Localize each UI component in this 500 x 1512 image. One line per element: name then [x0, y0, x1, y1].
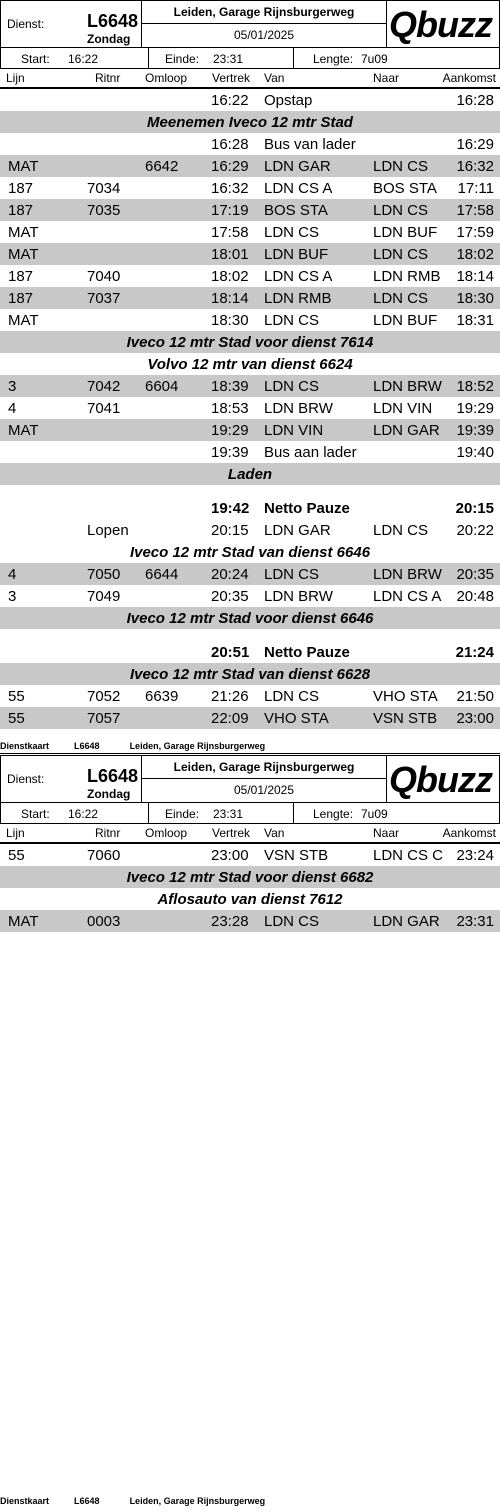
- cell-lijn: MAT: [8, 158, 39, 175]
- trip-row: [0, 155, 500, 177]
- cell-vertrek: 23:28: [211, 913, 249, 930]
- einde-label: Einde:: [165, 807, 200, 821]
- page-footer: [0, 741, 290, 751]
- column-header: [0, 824, 500, 844]
- cell-aankomst: 23:00: [456, 710, 494, 727]
- col-naar: Naar: [373, 826, 400, 840]
- section-text: Iveco 12 mtr Stad van dienst 6646: [129, 544, 371, 561]
- cell-vertrek: 16:28: [211, 136, 249, 153]
- cell-aankomst: 19:29: [456, 400, 494, 417]
- cell-omloop: 6604: [145, 378, 179, 395]
- cell-lijn: 4: [8, 400, 17, 417]
- cell-van: LDN CS: [264, 224, 320, 241]
- cell-lijn: 187: [8, 202, 34, 219]
- cell-vertrek: 22:09: [211, 710, 249, 727]
- einde-label: Einde:: [165, 52, 200, 66]
- vehicle-section-heading: [0, 866, 500, 888]
- cell-van: LDN CS: [264, 913, 320, 930]
- footer-location: Leiden, Garage Rijnsburgerweg: [129, 1496, 266, 1506]
- cell-vertrek: 17:58: [211, 224, 249, 241]
- cell-vertrek: 18:14: [211, 290, 249, 307]
- footer-dienst: L6648: [74, 741, 100, 751]
- cell-vertrek: 20:35: [211, 588, 249, 605]
- trip-row: [0, 243, 500, 265]
- trip-row: [0, 89, 500, 111]
- cell-lijn: MAT: [8, 312, 39, 329]
- cell-naar: LDN GAR: [373, 913, 440, 930]
- trip-row: [0, 563, 500, 585]
- cell-aankomst: 17:58: [456, 202, 494, 219]
- start-time: 16:22: [68, 52, 99, 66]
- cell-ritnr: 7041: [87, 400, 121, 417]
- cell-aankomst: 17:11: [457, 180, 494, 197]
- cell-omloop: 6642: [145, 158, 179, 175]
- pause-start: 20:51: [211, 644, 250, 661]
- qbuzz-logo: Qbuzz: [389, 759, 492, 800]
- lengte-label: Lengte:: [313, 52, 354, 66]
- trip-row: [0, 177, 500, 199]
- footer-label: Dienstkaart: [0, 1496, 50, 1506]
- service-date: 05/01/2025: [233, 783, 295, 797]
- einde-time: 23:31: [213, 807, 244, 821]
- cell-aankomst: 23:31: [456, 913, 494, 930]
- cell-van: Bus van lader: [264, 136, 356, 153]
- cell-van: LDN CS: [264, 312, 320, 329]
- cell-ritnr: 7057: [87, 710, 121, 727]
- footer-dienst: L6648: [74, 1496, 100, 1506]
- col-vertrek: Vertrek: [212, 826, 251, 840]
- pause-label: Netto Pauze: [264, 644, 350, 661]
- col-aankomst: Aankomst: [442, 826, 496, 840]
- cell-lijn: 187: [8, 290, 34, 307]
- cell-naar: LDN RMB: [373, 268, 441, 285]
- col-aankomst: Aankomst: [442, 71, 496, 85]
- page-separator: [0, 753, 500, 754]
- trip-row: [0, 419, 500, 441]
- dienst-number: L6648: [87, 766, 139, 786]
- cell-vertrek: 18:39: [211, 378, 249, 395]
- cell-naar: BOS STA: [373, 180, 437, 197]
- cell-vertrek: 18:30: [211, 312, 249, 329]
- cell-naar: LDN CS: [373, 290, 429, 307]
- header-middle: [141, 756, 387, 802]
- cell-aankomst: 23:24: [456, 847, 494, 864]
- trip-row: [0, 265, 500, 287]
- cell-van: BOS STA: [264, 202, 328, 219]
- cell-aankomst: 16:28: [456, 92, 494, 109]
- vehicle-section-heading: [0, 331, 500, 353]
- trip-row: [0, 519, 500, 541]
- divider: [148, 803, 149, 823]
- service-day: Zondag: [87, 32, 131, 46]
- col-ritnr: Ritnr: [95, 826, 121, 840]
- cell-van: LDN BUF: [264, 246, 329, 263]
- einde-time: 23:31: [213, 52, 244, 66]
- cell-van: LDN BRW: [264, 588, 333, 605]
- col-ritnr: Ritnr: [95, 71, 121, 85]
- cell-ritnr: 7050: [87, 566, 121, 583]
- vehicle-section-heading: [0, 607, 500, 629]
- col-vertrek: Vertrek: [212, 71, 251, 85]
- section-text: Iveco 12 mtr Stad voor dienst 7614: [126, 334, 374, 351]
- cell-van: LDN CS A: [264, 180, 333, 197]
- vehicle-section-heading: [0, 353, 500, 375]
- cell-ritnr: 7037: [87, 290, 121, 307]
- cell-ritnr: 7042: [87, 378, 121, 395]
- divider: [148, 48, 149, 68]
- cell-aankomst: 16:29: [456, 136, 494, 153]
- dienst-label: Dienst:: [7, 772, 45, 786]
- cell-aankomst: 16:32: [456, 158, 494, 175]
- garage-location: Leiden, Garage Rijnsburgerweg: [142, 756, 386, 779]
- start-label: Start:: [21, 52, 50, 66]
- cell-lijn: 3: [8, 588, 17, 605]
- cell-vertrek: 23:00: [211, 847, 249, 864]
- section-text: Iveco 12 mtr Stad van dienst 6628: [129, 666, 371, 683]
- shift-summary: [0, 48, 500, 69]
- cell-van: LDN RMB: [264, 290, 332, 307]
- cell-ritnr: 7034: [87, 180, 121, 197]
- cell-vertrek: 20:24: [211, 566, 249, 583]
- vehicle-section-heading: [0, 888, 500, 910]
- cell-van: LDN GAR: [264, 158, 331, 175]
- garage-location: Leiden, Garage Rijnsburgerweg: [142, 1, 386, 24]
- cell-van: LDN VIN: [264, 422, 324, 439]
- cell-van: LDN CS: [264, 688, 320, 705]
- cell-lijn: 55: [8, 847, 25, 864]
- section-text: Aflosauto van dienst 7612: [157, 891, 343, 908]
- lengte-label: Lengte:: [313, 807, 354, 821]
- cell-van: Bus aan lader: [264, 444, 357, 461]
- trip-row: [0, 287, 500, 309]
- section-text: Iveco 12 mtr Stad voor dienst 6646: [126, 610, 374, 627]
- cell-aankomst: 20:22: [456, 522, 494, 539]
- cell-aankomst: 18:02: [456, 246, 494, 263]
- pause-label: Netto Pauze: [264, 500, 350, 517]
- cell-ritnr: Lopen: [87, 522, 129, 539]
- cell-naar: LDN CS: [373, 246, 429, 263]
- cell-aankomst: 18:14: [456, 268, 494, 285]
- trip-table: [0, 89, 500, 729]
- cell-aankomst: 17:59: [456, 224, 494, 241]
- cell-lijn: MAT: [8, 246, 39, 263]
- page-footer: [0, 1496, 290, 1506]
- col-van: Van: [264, 826, 285, 840]
- trip-row: [0, 585, 500, 607]
- cell-van: Opstap: [264, 92, 313, 109]
- lengte-value: 7u09: [361, 52, 388, 66]
- cell-lijn: 3: [8, 378, 17, 395]
- trip-row: [0, 199, 500, 221]
- lengte-value: 7u09: [361, 807, 388, 821]
- footer-location: Leiden, Garage Rijnsburgerweg: [129, 741, 266, 751]
- page-header: [0, 0, 500, 48]
- trip-row: [0, 221, 500, 243]
- vehicle-section-heading: [0, 663, 500, 685]
- pause-end: 20:15: [455, 500, 494, 517]
- cell-naar: LDN CS: [373, 158, 429, 175]
- cell-aankomst: 19:40: [456, 444, 494, 461]
- cell-ritnr: 7060: [87, 847, 121, 864]
- cell-naar: LDN BRW: [373, 566, 442, 583]
- column-header: [0, 69, 500, 89]
- cell-naar: LDN CS C: [373, 847, 444, 864]
- trip-row: [0, 707, 500, 729]
- pause-start: 19:42: [211, 500, 250, 517]
- spacer-row: [0, 485, 500, 495]
- dienst-number: L6648: [87, 11, 139, 31]
- page-header: [0, 755, 500, 803]
- trip-row: [0, 133, 500, 155]
- cell-naar: VHO STA: [373, 688, 438, 705]
- cell-naar: LDN BRW: [373, 378, 442, 395]
- dienst-label: Dienst:: [7, 17, 45, 31]
- cell-lijn: 187: [8, 180, 34, 197]
- vehicle-section-heading: [0, 541, 500, 563]
- cell-van: VHO STA: [264, 710, 329, 727]
- col-omloop: Omloop: [145, 826, 188, 840]
- cell-vertrek: 18:53: [211, 400, 249, 417]
- qbuzz-logo: Qbuzz: [389, 4, 492, 45]
- cell-aankomst: 18:52: [456, 378, 494, 395]
- trip-row: [0, 844, 500, 866]
- col-omloop: Omloop: [145, 71, 188, 85]
- start-time: 16:22: [68, 807, 99, 821]
- trip-row: [0, 309, 500, 331]
- col-lijn: Lijn: [6, 826, 25, 840]
- cell-van: LDN BRW: [264, 400, 333, 417]
- cell-naar: VSN STB: [373, 710, 438, 727]
- footer-label: Dienstkaart: [0, 741, 50, 751]
- cell-vertrek: 19:39: [211, 444, 249, 461]
- cell-naar: LDN BUF: [373, 312, 438, 329]
- cell-aankomst: 18:31: [456, 312, 494, 329]
- service-date: 05/01/2025: [233, 28, 295, 42]
- trip-row: [0, 397, 500, 419]
- cell-lijn: 4: [8, 566, 17, 583]
- cell-lijn: MAT: [8, 224, 39, 241]
- cell-naar: LDN VIN: [373, 400, 433, 417]
- cell-ritnr: 0003: [87, 913, 121, 930]
- cell-naar: LDN CS: [373, 522, 429, 539]
- pause-row: [0, 495, 500, 519]
- col-naar: Naar: [373, 71, 400, 85]
- cell-vertrek: 20:15: [211, 522, 249, 539]
- section-text: Volvo 12 mtr van dienst 6624: [147, 356, 353, 373]
- cell-ritnr: 7040: [87, 268, 121, 285]
- section-text: Laden: [227, 466, 273, 483]
- cell-van: LDN CS: [264, 566, 320, 583]
- cell-lijn: 55: [8, 688, 25, 705]
- trip-row: [0, 910, 500, 932]
- cell-naar: LDN CS: [373, 202, 429, 219]
- cell-vertrek: 18:02: [211, 268, 249, 285]
- pause-row: [0, 639, 500, 663]
- cell-naar: LDN CS A: [373, 588, 442, 605]
- cell-omloop: 6644: [145, 566, 179, 583]
- cell-omloop: 6639: [145, 688, 179, 705]
- cell-vertrek: 16:32: [211, 180, 249, 197]
- divider: [293, 803, 294, 823]
- vehicle-section-heading: [0, 111, 500, 133]
- cell-van: LDN CS: [264, 378, 320, 395]
- cell-vertrek: 16:29: [211, 158, 249, 175]
- header-middle: [141, 1, 387, 47]
- cell-vertrek: 19:29: [211, 422, 249, 439]
- cell-naar: LDN GAR: [373, 422, 440, 439]
- spacer-row: [0, 629, 500, 639]
- cell-naar: LDN BUF: [373, 224, 438, 241]
- col-van: Van: [264, 71, 285, 85]
- trip-row: [0, 375, 500, 397]
- pause-end: 21:24: [455, 644, 494, 661]
- dienstkaart-page-1: [0, 0, 500, 755]
- cell-vertrek: 16:22: [211, 92, 249, 109]
- vehicle-section-heading: [0, 463, 500, 485]
- cell-vertrek: 17:19: [211, 202, 249, 219]
- cell-aankomst: 18:30: [456, 290, 494, 307]
- col-lijn: Lijn: [6, 71, 25, 85]
- cell-ritnr: 7052: [87, 688, 121, 705]
- section-text: Iveco 12 mtr Stad voor dienst 6682: [126, 869, 374, 886]
- cell-aankomst: 20:48: [456, 588, 494, 605]
- cell-vertrek: 18:01: [211, 246, 249, 263]
- cell-aankomst: 21:50: [456, 688, 494, 705]
- trip-table: [0, 844, 500, 932]
- cell-ritnr: 7049: [87, 588, 121, 605]
- cell-van: LDN GAR: [264, 522, 331, 539]
- shift-summary: [0, 803, 500, 824]
- trip-row: [0, 441, 500, 463]
- cell-aankomst: 20:35: [456, 566, 494, 583]
- cell-lijn: 187: [8, 268, 34, 285]
- cell-van: LDN CS A: [264, 268, 333, 285]
- cell-van: VSN STB: [264, 847, 329, 864]
- service-day: Zondag: [87, 787, 131, 801]
- dienstkaart-page-2: [0, 755, 500, 1512]
- cell-ritnr: 7035: [87, 202, 121, 219]
- trip-row: [0, 685, 500, 707]
- cell-lijn: MAT: [8, 913, 39, 930]
- section-text: Meenemen Iveco 12 mtr Stad: [147, 114, 353, 131]
- cell-aankomst: 19:39: [456, 422, 494, 439]
- cell-vertrek: 21:26: [211, 688, 249, 705]
- start-label: Start:: [21, 807, 50, 821]
- cell-lijn: 55: [8, 710, 25, 727]
- divider: [293, 48, 294, 68]
- cell-lijn: MAT: [8, 422, 39, 439]
